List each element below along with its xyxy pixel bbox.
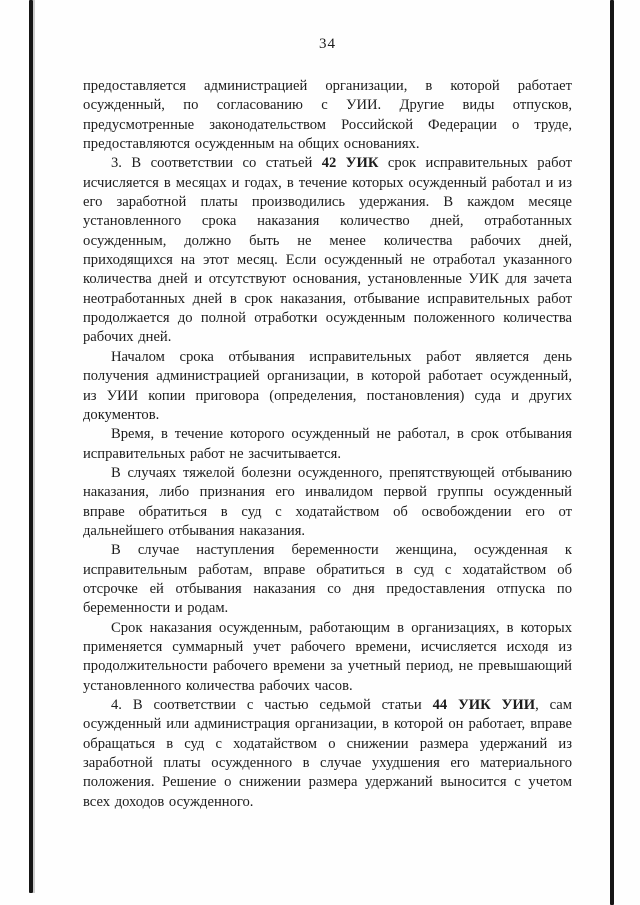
- paragraph: [83, 348, 572, 425]
- paragraph: [83, 154, 572, 347]
- paragraph-text: Время, в течение которого осужденный не работал, в срок отбывания исправительных работ не засчитывается.: [83, 426, 572, 462]
- paragraph-text: Срок наказания осужденным, работающим в организациях, в которых применяется суммарный учет рабочего времени, исчисляется исходя из продолжительности рабочего времени за учетный период, не превышающий установленного количества рабочих часов.: [83, 619, 572, 694]
- paragraph-text: В случаях тяжелой болезни осужденного, препятствующей отбыванию наказания, либо признания его инвалидом первой группы осужденный вправе обратиться в суд с ходатайством об освобождении его от дальнейшего отбывания наказания.: [83, 464, 572, 539]
- paragraph-text-bold: 44 УИК УИИ: [432, 697, 536, 713]
- paragraph-text: Началом срока отбывания исправительных работ является день получения администрацией организации, в которой работает осужденный, из УИИ копии приговора (определения, постановления) суда и других документов.: [83, 348, 572, 423]
- page-number: 34: [319, 36, 336, 52]
- scan-artifact-right-bar: [610, 0, 614, 905]
- paragraph-text: В случае наступления беременности женщина, осужденная к исправительным работам, вправе обратиться в суд с ходатайством об отсрочке ей отбывания наказания со дня предоставления отпуска по беременности и родам.: [83, 542, 572, 617]
- paragraph: [83, 619, 572, 696]
- paragraph: [83, 425, 572, 464]
- document-page: [83, 36, 572, 812]
- paragraph-text-bold: 42 УИК: [321, 155, 379, 172]
- paragraph-text: срок исправительных работ исчисляется в месяцах и годах, в течение которых осужденный работал и из его заработной платы производились удержания. В каждом месяце установленного срока наказания количество дней, отработанных осужденным, должно быть не менее количества рабочих дней, приходящихся на этот месяц. Если осужденный не отработал указанного количества дней и отсутствуют основания, установленные УИК для зачета неотработанных дней в срок наказания, отбывание исправительных работ продолжается до полной отработки осужденным положенного количества рабочих дней.: [83, 155, 572, 346]
- paragraph-text: , сам осужденный или администрация организации, в которой он работает, вправе обращаться в суд с ходатайством о снижении размера удержаний из заработной платы осужденного в случае ухудшения его материального положения. Решение о снижении размера удержаний выносится с учетом всех доходов осужденного.: [83, 697, 572, 810]
- paragraph: [83, 541, 572, 618]
- text-block: [83, 77, 572, 812]
- paragraph: [83, 464, 572, 541]
- paragraph: [83, 77, 572, 154]
- paragraph-text: 4. В соответствии с частью седьмой статьи: [111, 697, 433, 713]
- scan-artifact-left-shadow: [33, 0, 35, 893]
- paragraph: [83, 696, 572, 812]
- paragraph-text: 3. В соответствии со статьей: [111, 155, 322, 172]
- paragraph-text: предоставляется администрацией организации, в которой работает осужденный, по согласованию с УИИ. Другие виды отпусков, предусмотренные законодательством Российской Федерации о труде, предоставляются осужденным на общих основаниях.: [83, 78, 572, 153]
